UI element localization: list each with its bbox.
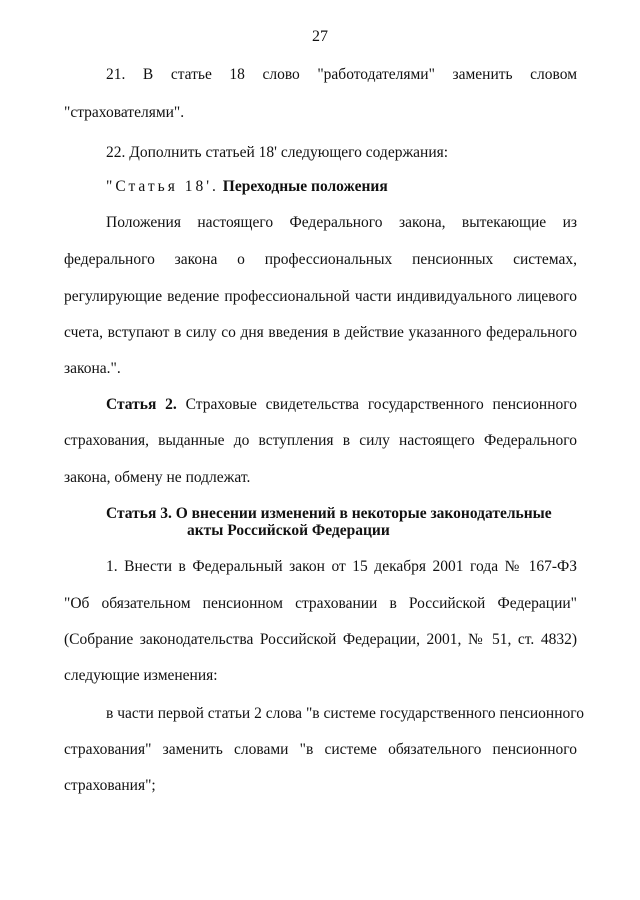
amendment-line-2: страхования" заменить словами "в системе обязательного пенсионного xyxy=(64,741,577,758)
article-18-heading xyxy=(106,178,619,196)
article-2-line-2: страхования, выданные до вступления в силу настоящего Федерального xyxy=(64,432,577,449)
article-2-text-1: Страховые свидетельства государственного пенсионного xyxy=(176,396,577,413)
article-3-label: Статья 3. xyxy=(106,505,172,522)
item-21-line-1: 21. В статье 18 слово "работодателями" заменить словом xyxy=(106,66,577,83)
article-18-line-1: Положения настоящего Федерального закона, вытекающие из xyxy=(106,214,577,231)
article-3-heading-text-1: О внесении изменений в некоторые законодательные xyxy=(171,505,552,522)
item-1-line-3: (Собрание законодательства Российской Федерации, 2001, № 51, ст. 4832) xyxy=(64,631,577,648)
article-18-line-5: закона.". xyxy=(64,360,121,377)
article-18-line-2: федерального закона о профессиональных пенсионных системах, xyxy=(64,251,577,268)
item-1-line-1: 1. Внести в Федеральный закон от 15 декабря 2001 года № 167-ФЗ xyxy=(106,558,577,575)
article-3-heading-line-2: акты Российской Федерации xyxy=(187,522,390,539)
item-22-text: 22. Дополнить статьей 18' следующего содержания: xyxy=(106,144,449,161)
article-3-heading-line-1 xyxy=(106,505,619,523)
item-1-line-2: "Об обязательном пенсионном страховании в Российской Федерации" xyxy=(64,595,577,612)
article-2-line-3: закона, обмену не подлежат. xyxy=(64,469,251,486)
article-18-title: Переходные положения xyxy=(218,178,388,195)
article-18-line-4: счета, вступают в силу со дня введения в действие указанного федерального xyxy=(64,324,577,341)
article-2-line-1 xyxy=(106,396,577,414)
amendment-line-3: страхования"; xyxy=(64,777,156,794)
amendment-line-1: в части первой статьи 2 слова "в системе государственного пенсионного xyxy=(106,705,584,722)
article-2-label: Статья 2. xyxy=(106,396,177,413)
article-18-line-3: регулирующие ведение профессиональной части индивидуального лицевого xyxy=(64,288,577,305)
page-number: 27 xyxy=(312,28,328,45)
item-1-line-4: следующие изменения: xyxy=(64,667,218,684)
item-21-line-2: "страхователями". xyxy=(64,104,185,121)
article-18-label: "Статья 18'. xyxy=(106,178,219,195)
